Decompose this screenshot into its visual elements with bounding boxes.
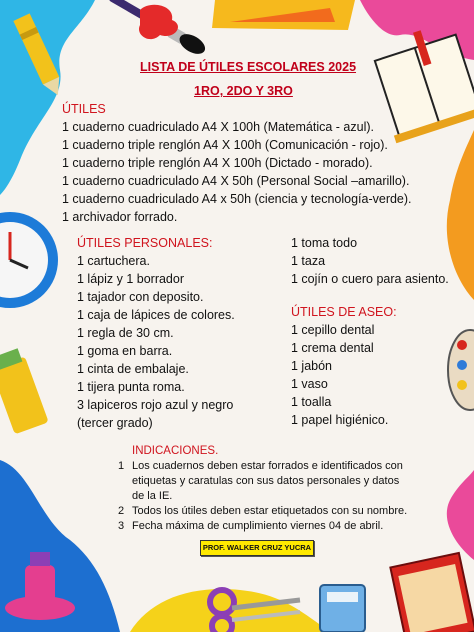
utiles-list — [62, 118, 412, 226]
palette-icon — [448, 330, 474, 410]
list-item: 1 cuaderno cuadriculado A4 x 50h (ciencia y tecnología-verde). — [62, 192, 412, 206]
list-item: 1 crema dental — [291, 341, 374, 355]
personales-heading: ÚTILES PERSONALES: — [77, 236, 213, 250]
red-book-icon — [390, 553, 474, 632]
indicaciones-list — [118, 459, 428, 534]
list-item: 1 cojín o cuero para asiento. — [291, 272, 449, 286]
indicacion-number: 2 — [118, 505, 125, 517]
list-item: 1 toalla — [291, 395, 332, 409]
list-item: (tercer grado) — [77, 416, 153, 430]
list-item: 1 lápiz y 1 borrador — [77, 272, 185, 286]
list-item: 1 papel higiénico. — [291, 413, 389, 427]
pink-blob-bottom-right — [447, 470, 474, 560]
list-item: 1 taza — [291, 254, 326, 268]
indicacion-item — [118, 504, 428, 519]
indicacion-line: Fecha máxima de cumplimiento viernes 04 de abril. — [132, 520, 384, 532]
right-column-list — [291, 234, 449, 288]
list-item: 1 goma en barra. — [77, 344, 173, 358]
list-item: 1 cepillo dental — [291, 323, 375, 337]
teacher-name-badge: PROF. WALKER CRUZ YUCRA — [200, 540, 314, 556]
list-item: 1 cuaderno cuadriculado A4 X 100h (Matemática - azul). — [62, 120, 374, 134]
list-item: 1 toma todo — [291, 236, 358, 250]
list-item: 1 cinta de embalaje. — [77, 362, 189, 376]
list-item: 1 tijera punta roma. — [77, 380, 185, 394]
list-item: 3 lapiceros rojo azul y negro — [77, 398, 234, 412]
list-item: 1 caja de lápices de colores. — [77, 308, 235, 322]
list-item: 1 vaso — [291, 377, 328, 391]
indicacion-item — [118, 519, 428, 534]
indicacion-number: 3 — [118, 520, 125, 532]
list-item: 1 archivador forrado. — [62, 210, 178, 224]
calculator-icon — [320, 585, 365, 632]
orange-blob-right — [447, 130, 474, 300]
page-title: LISTA DE ÚTILES ESCOLARES 2025 — [140, 60, 357, 74]
indicaciones-heading: INDICACIONES. — [132, 445, 219, 457]
list-item: 1 cartuchera. — [77, 254, 150, 268]
list-item: 1 cuaderno cuadriculado A4 X 50h (Personal Social –amarillo). — [62, 174, 410, 188]
indicacion-number: 1 — [118, 460, 125, 472]
list-item: 1 cuaderno triple renglón A4 X 100h (Comunicación - rojo). — [62, 138, 388, 152]
list-item: 1 tajador con deposito. — [77, 290, 204, 304]
red-splat — [139, 5, 178, 39]
personales-list — [77, 252, 235, 432]
indicacion-line: Todos los útiles deben estar etiquetados con su nombre. — [132, 505, 408, 517]
list-item: 1 jabón — [291, 359, 333, 373]
aseo-heading: ÚTILES DE ASEO: — [291, 305, 397, 319]
grades-subtitle: 1RO, 2DO Y 3RO — [194, 84, 293, 98]
clock-icon — [0, 212, 58, 308]
indicacion-item — [118, 459, 428, 504]
utiles-heading: ÚTILES — [62, 102, 106, 116]
indicacion-line: etiquetas y caratulas con sus datos personales y datos — [132, 475, 400, 487]
aseo-list — [291, 321, 388, 429]
indicacion-line: Los cuadernos deben estar forrados e identificados con — [132, 460, 403, 472]
list-item: 1 regla de 30 cm. — [77, 326, 174, 340]
indicacion-line: de la IE. — [132, 490, 173, 502]
glue-stick-icon — [0, 347, 49, 434]
ruler-icon — [212, 0, 355, 30]
list-item: 1 cuaderno triple renglón A4 X 100h (Dictado - morado). — [62, 156, 373, 170]
